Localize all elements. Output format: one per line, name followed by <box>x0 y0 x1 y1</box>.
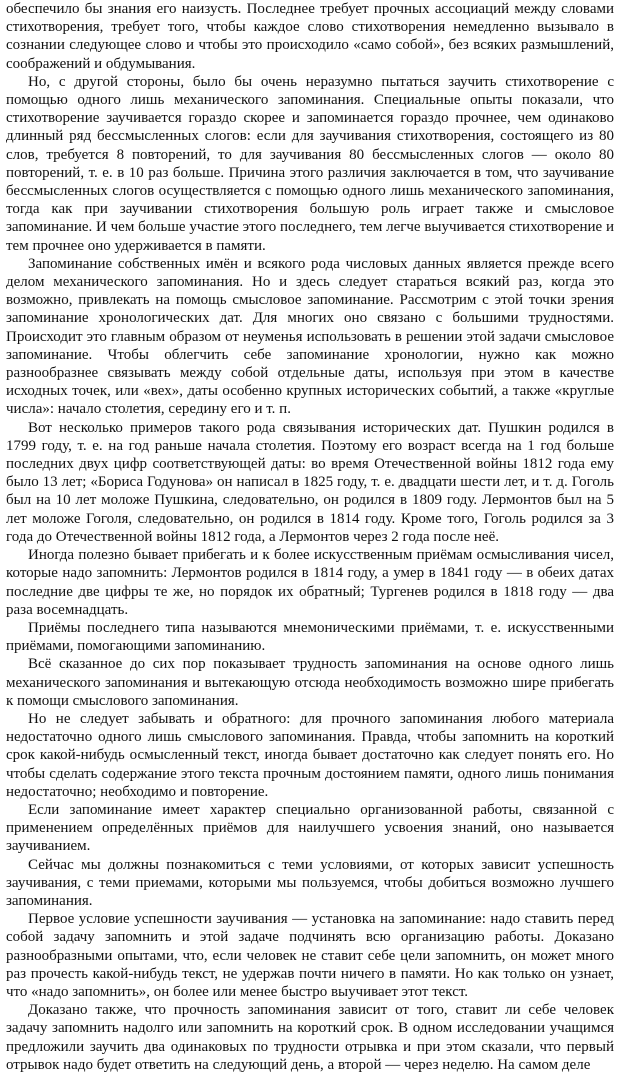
paragraph-12: Доказано также, что прочность запоминания зависит от того, ставит ли себе человек задачу запомнить надолго или запомнить на короткий срок. В одном исследовании учащимся предложили заучить два одинаковых по трудности отрывка и при этом сказали, что первый отрывок надо будет ответить на следующий день, а второй — через неделю. На самом деле <box>6 1002 614 1073</box>
paragraph-6: Приёмы последнего типа называются мнемоническими приёмами, т. е. искусственными приёмами, помогающими запоминанию. <box>6 619 614 655</box>
paragraph-8: Но не следует забывать и обратного: для прочного запоминания любого материала недостаточно одного лишь смыслового запоминания. Правда, чтобы запомнить на короткий срок какой-нибудь осмысленный текст, иногда бывает достаточно как следует понять его. Но чтобы сделать содержание этого текста прочным достоянием памяти, одного лишь понимания недостаточно; необходимо и повторение. <box>6 710 614 800</box>
paragraph-7: Всё сказанное до сих пор показывает трудность запоминания на основе одного лишь механического запоминания и вытекающую отсюда необходимость возможно шире прибегать к помощи смыслового запоминания. <box>6 656 614 709</box>
paragraph-4: Вот несколько примеров такого рода связывания исторических дат. Пушкин родился в 1799 году, т. е. на год раньше начала столетия. Поэтому его возраст всегда на 1 год больше последних двух цифр соответствующей даты: во время Отечественной войны 1812 года ему было 13 лет; «Бориса Годунова» он написал в 1825 году, т. е. двадцати шести лет, и т. д. Гоголь был на 10 лет моложе Пушкина, следовательно, он родился в 1809 году. Лермонтов был на 5 лет моложе Гоголя, следовательно, он родился в 1814 году. Кроме того, Гоголь родился за 3 года до Отечественной войны 1812 года, а Лермонтов через 2 года после неё. <box>6 419 614 545</box>
paragraph-9: Если запоминание имеет характер специально организованной работы, связанной с применением определённых приёмов для наилучшего усвоения знаний, оно называется заучиванием. <box>6 801 614 855</box>
paragraph-10: Сейчас мы должны познакомиться с теми условиями, от которых зависит успешность заучивания, с теми приемами, которыми мы пользуемся, чтобы добиться возможно лучшего запоминания. <box>6 856 614 909</box>
paragraph-2: Но, с другой стороны, было бы очень неразумно пытаться заучить стихотворение с помощью одного лишь механического запоминания. Специальные опыты показали, что стихотворение заучивается гораздо скорее и запоминается гораздо прочнее, чем одинаково длинный ряд бессмысленных слогов: если для заучивания стихотворения, состоящего из 80 слов, требуется 8 повторений, то для заучивания 80 бессмысленных слогов — около 80 повторений, т. е. в 10 раз больше. Причина этого различия заключается в том, что заучивание бессмысленных слогов осуществляется с помощью одного лишь механического запоминания, тогда как при заучивании стихотворения большую роль играет также и смысловое запоминание. И чем больше участие этого последнего, тем легче выучивается стихотворение и тем прочнее оно удерживается в памяти. <box>6 73 614 254</box>
paragraph-5: Иногда полезно бывает прибегать и к более искусственным приёмам осмысливания чисел, которые надо запомнить: Лермонтов родился в 1814 году, а умер в 1841 году — в обеих датах последние две цифры те же, но порядок их обратный; Тургенев родился в 1818 году — два раза восемнадцать. <box>6 547 614 618</box>
paragraph-1: обеспечило бы знания его наизусть. Последнее требует прочных ассоциаций между словами стихотворения, требует того, чтобы каждое слово стихотворения немедленно вызывало в сознании следующее слово и чтобы это происходило «само собой», без всяких размышлений, соображений и обдумывания. <box>6 1 614 72</box>
paragraph-3: Запоминание собственных имён и всякого рода числовых данных является прежде всего делом механического запоминания. Но и здесь следует стараться всякий раз, когда это возможно, привлекать на помощь смысловое запоминание. Рассмотрим с этой точки зрения запоминание хронологических дат. Для многих оно связано с большими трудностями. Происходит это главным образом от неуменья использовать в решении этой задачи смысловое запоминание. Чтобы облегчить себе запоминание хронологии, нужно как можно разнообразнее связывать между собой отдельные даты, используя при этом в качестве исходных точек, или «вех», даты особенно крупных исторических событий, а также «круглые числа»: начало столетия, середину его и т. п. <box>6 255 614 418</box>
paragraph-11: Первое условие успешности заучивания — установка на запоминание: надо ставить перед собой задачу запомнить и этой задаче подчинять всю организацию работы. Доказано разнообразными опытами, что, если человек не ставит себе цели запомнить, он может много раз прочесть какой-нибудь текст, не удержав почти ничего в памяти. Но как только он узнает, что «надо запомнить», он более или менее быстро выучивает этот текст. <box>6 911 614 1000</box>
